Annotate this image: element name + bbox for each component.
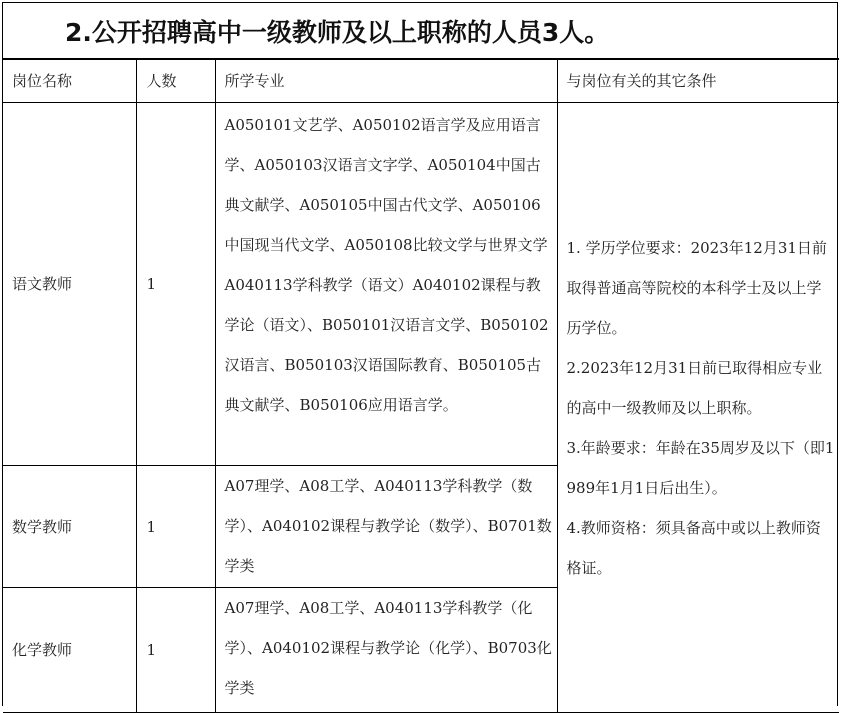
condition-item: 1. 学历学位要求：2023年12月31日前取得普通高等院校的本科学士及以上学历学位。 (566, 238, 827, 337)
header-position: 岗位名称 (3, 60, 136, 103)
count-cell: 1 (136, 466, 215, 588)
conditions-cell (557, 103, 839, 713)
document-frame (2, 2, 838, 706)
header-major: 所学专业 (215, 60, 557, 103)
major-cell: A07理学、A08工学、A040113学科教学（数学）、A040102课程与教学论（数学）、B0701数学类 (215, 466, 557, 588)
major-cell: A07理学、A08工学、A040113学科教学（化学）、A040102课程与教学论（化学）、B0703化学类 (215, 588, 557, 713)
position-cell: 语文教师 (3, 103, 136, 466)
header-conditions: 与岗位有关的其它条件 (557, 60, 839, 103)
condition-item: 4.教师资格：须具备高中或以上教师资格证。 (566, 518, 821, 577)
count-cell: 1 (136, 103, 215, 466)
count-cell: 1 (136, 588, 215, 713)
table-row (3, 103, 839, 466)
table-header-row (3, 60, 839, 103)
position-cell: 数学教师 (3, 466, 136, 588)
header-count: 人数 (136, 60, 215, 103)
section-title-text: 2.公开招聘高中一级教师及以上职称的人员3人。 (65, 18, 610, 47)
condition-item: 3.年龄要求：年龄在35周岁及以下（即1989年1月1日后出生）。 (566, 438, 835, 497)
section-title (3, 3, 839, 59)
recruitment-table (3, 59, 839, 713)
position-cell: 化学教师 (3, 588, 136, 713)
condition-item: 2.2023年12月31日前已取得相应专业的高中一级教师及以上职称。 (566, 358, 823, 417)
major-cell: A050101文艺学、A050102语言学及应用语言学、A050103汉语言文字学、A050104中国古典文献学、A050105中国古代文学、A050106中国现当代文学、A050108比较文学与世界文学A040113学科教学（语文）A040102课程与教学论（语文）、B050101汉语言文学、B050102汉语言、B050103汉语国际教育、B050105古典文献学、B050106应用语言学。 (215, 103, 557, 466)
